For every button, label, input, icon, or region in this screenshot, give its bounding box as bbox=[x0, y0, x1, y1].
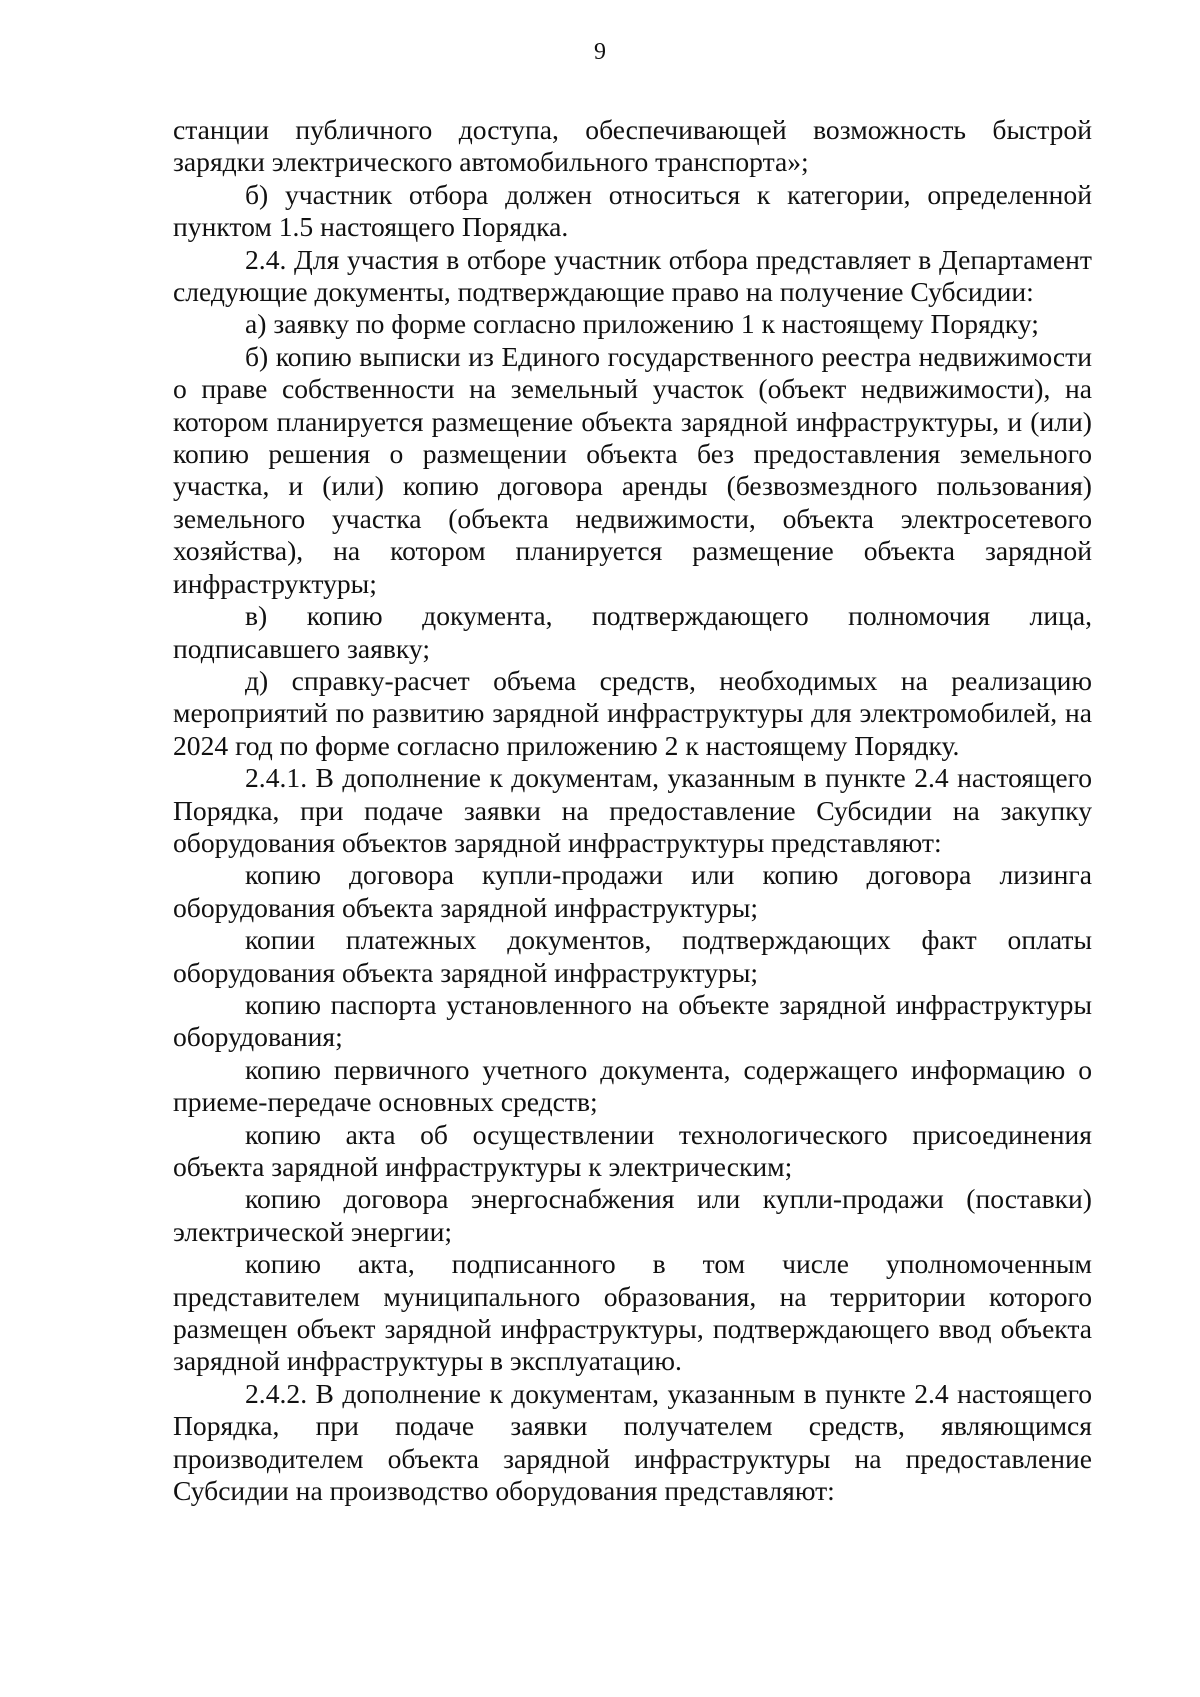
paragraph-primary-document: копию первичного учетного документа, содержащего информацию о приеме-передаче основных средств; bbox=[173, 1053, 1092, 1118]
paragraph-equipment-passport: копию паспорта установленного на объекте зарядной инфраструктуры оборудования; bbox=[173, 988, 1092, 1053]
paragraph-2-4-1: 2.4.1. В дополнение к документам, указанным в пункте 2.4 настоящего Порядка, при подаче заявки на предоставление Субсидии на закупку оборудования объектов зарядной инфраструктуры представляют: bbox=[173, 762, 1092, 858]
paragraph-grid-connection-act: копию акта об осуществлении технологического присоединения объекта зарядной инфраструктуры к электрическим; bbox=[173, 1118, 1092, 1182]
paragraph-2-4-2: 2.4.2. В дополнение к документам, указанным в пункте 2.4 настоящего Порядка, при подаче заявки получателем средств, являющимся производителем объекта зарядной инфраструктуры на предоставление Субсидии на производство оборудования представляют: bbox=[173, 1377, 1092, 1507]
paragraph-item-d-calculation: д) справку-расчет объема средств, необходимых на реализацию мероприятий по развитию зарядной инфраструктуры для электромобилей, на 2024 год по форме согласно приложению 2 к настоящему Порядку. bbox=[173, 664, 1092, 761]
paragraph-item-a-application: а) заявку по форме согласно приложению 1 к настоящему Порядку; bbox=[245, 308, 1039, 340]
paragraph-continued: станции публичного доступа, обеспечивающей возможность быстрой зарядки электрического автомобильного транспорта»; bbox=[173, 114, 1092, 178]
page-number: 9 bbox=[594, 39, 606, 65]
document-body bbox=[173, 114, 1092, 1507]
paragraph-purchase-contract: копию договора купли-продажи или копию договора лизинга оборудования объекта зарядной инфраструктуры; bbox=[173, 859, 1092, 923]
paragraph-payment-documents: копии платежных документов, подтверждающих факт оплаты оборудования объекта зарядной инфраструктуры; bbox=[173, 924, 1092, 988]
paragraph-item-v-authority: в) копию документа, подтверждающего полномочия лица, подписавшего заявку; bbox=[173, 600, 1092, 664]
paragraph-item-b-registry-extract: б) копию выписки из Единого государственного реестра недвижимости о праве собственности на земельный участок (объект недвижимости), на котором планируется размещение объекта зарядной инфраструктуры, и (или) копию решения о размещении объекта без предоставления земельного участка, и (или) копию договора аренды (безвозмездного пользования) земельного участка (объекта недвижимости, объекта электросетевого хозяйства), на котором планируется размещение объекта зарядной инфраструктуры; bbox=[173, 340, 1092, 599]
paragraph-2-4: 2.4. Для участия в отборе участник отбора представляет в Департамент следующие документы, подтверждающие право на получение Субсидии: bbox=[173, 243, 1092, 308]
paragraph-commissioning-act: копию акта, подписанного в том числе уполномоченным представителем муниципального образования, на территории которого размещен объект зарядной инфраструктуры, подтверждающего ввод объекта зарядной инфраструктуры в эксплуатацию. bbox=[173, 1248, 1092, 1377]
paragraph-item-b-category: б) участник отбора должен относиться к категории, определенной пунктом 1.5 настоящего Порядка. bbox=[173, 178, 1092, 243]
paragraph-energy-contract: копию договора энергоснабжения или купли-продажи (поставки) электрической энергии; bbox=[173, 1183, 1092, 1247]
